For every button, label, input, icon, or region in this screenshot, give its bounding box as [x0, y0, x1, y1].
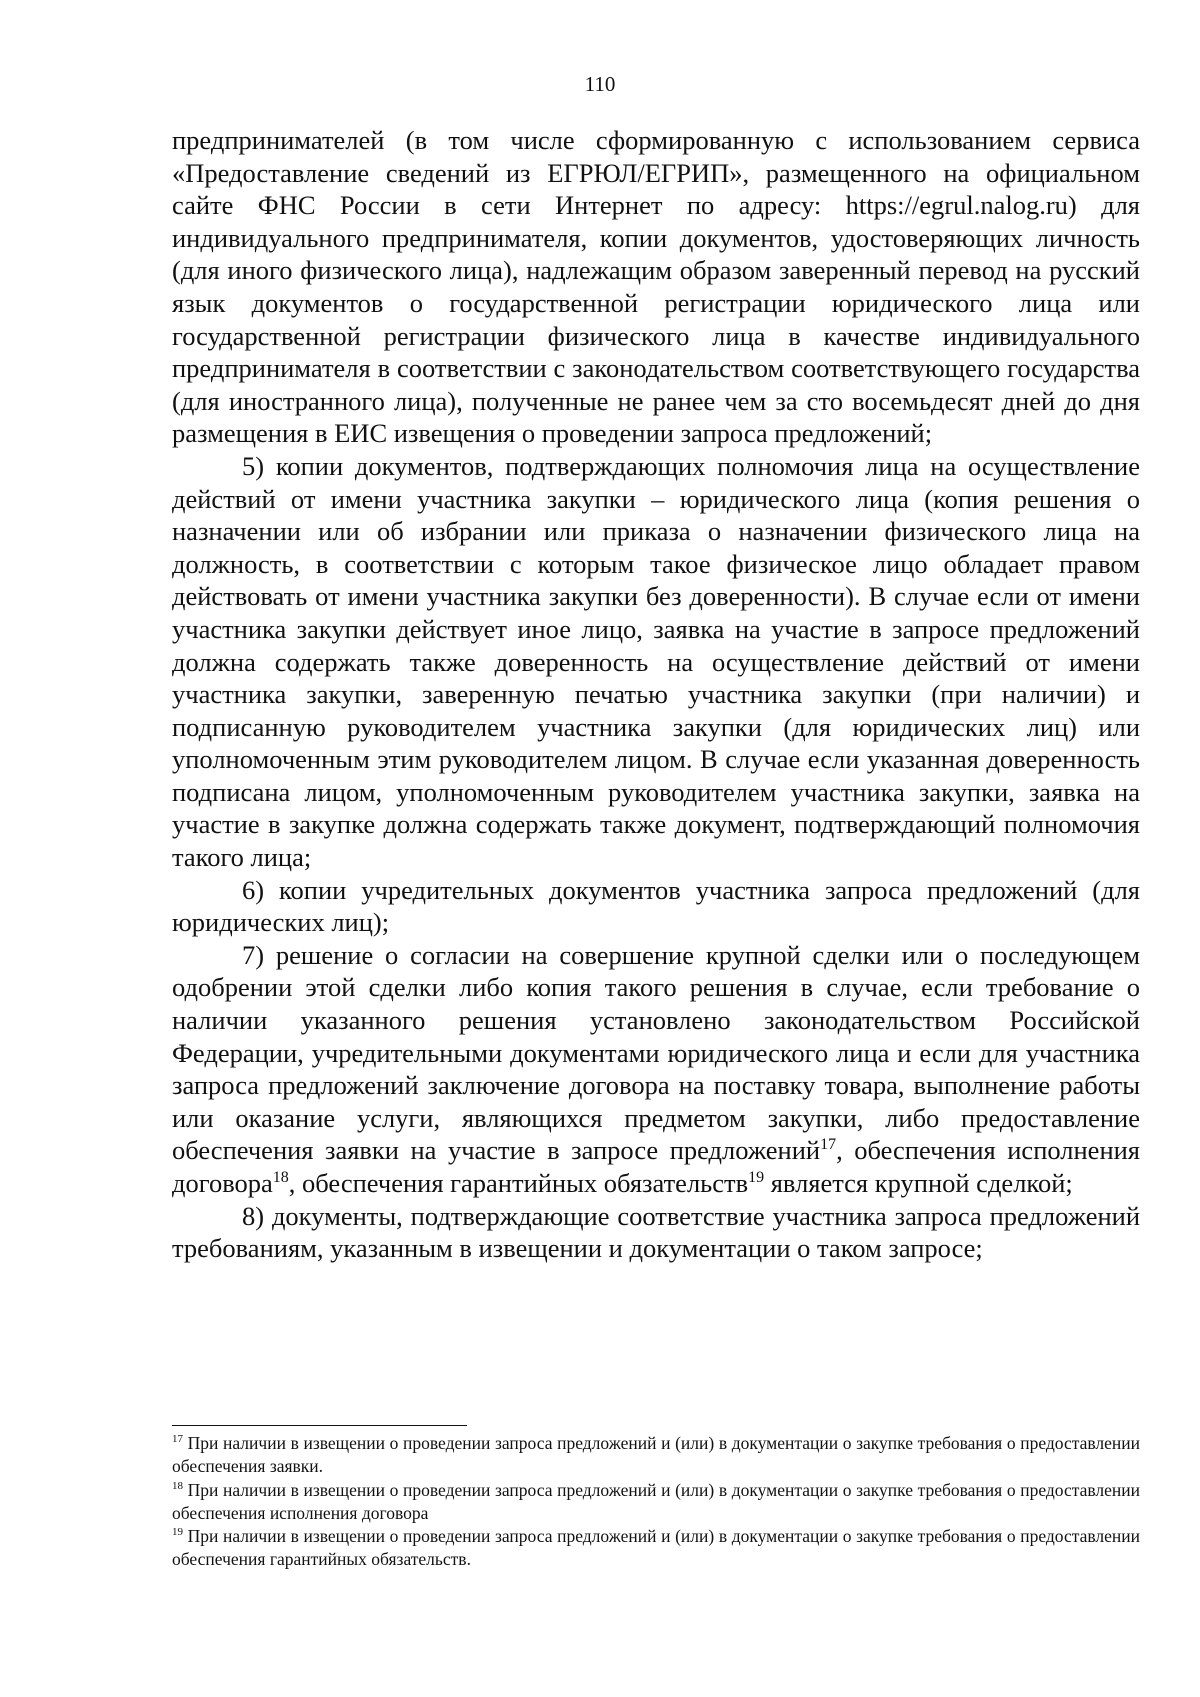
page-number: 110	[584, 72, 616, 96]
footnote-reference: 18	[272, 1169, 289, 1187]
paragraph	[172, 1200, 1140, 1265]
paragraph-text: 6) копии учредительных документов участника запроса предложений (для юридических лиц);	[172, 874, 1140, 938]
footnote-reference: 17	[820, 1136, 837, 1154]
body-text	[172, 124, 1140, 1265]
footnote-text: При наличии в извещении о проведении запроса предложений и (или) в документации о закупке требования о предоставлении обеспечения гарантийных обязательств.	[172, 1526, 1140, 1570]
paragraph-text: 5) копии документов, подтверждающих полномочия лица на осуществление действий от имени участника закупки – юридического лица (копия решения о назначении или об избрании или приказа о назначении физического лица на должность, в соответствии с которым такое физическое лицо обладает правом действовать от имени участника закупки без доверенности). В случае если от имени участника закупки действует иное лицо, заявка на участие в запросе предложений должна содержать также доверенность на осуществление действий от имени участника закупки, заверенную печатью участника закупки (при наличии) и подписанную руководителем участника закупки (для юридических лиц) или уполномоченным этим руководителем лицом. В случае если указанная доверенность подписана лицом, уполномоченным руководителем участника закупки, заявка на участие в закупке должна содержать также документ, подтверждающий полномочия такого лица;	[172, 450, 1140, 873]
paragraph-text: , обеспечения исполнения договора	[172, 1135, 1140, 1198]
footnote-text: При наличии в извещении о проведении запроса предложений и (или) в документации о закупке требования о предоставлении обеспечения заявки.	[172, 1433, 1140, 1477]
footnote	[172, 1432, 1140, 1479]
footnote-separator	[172, 1425, 467, 1426]
footnote-number: 18	[172, 1479, 183, 1492]
paragraph	[172, 124, 1140, 450]
paragraph-text: , обеспечения гарантийных обязательств	[288, 1168, 749, 1198]
footnote-number: 17	[172, 1433, 183, 1446]
paragraph	[172, 450, 1140, 874]
paragraph-text: 7) решение о согласии на совершение крупной сделки или о последующем одобрении этой сделки либо копия такого решения в случае, если требование о наличии указанного решения установлено законодательством Российской Федерации, учредительными документами юридического лица и если для участника запроса предложений заключение договора на поставку товара, выполнение работы или оказание услуги, являющихся предметом закупки, либо предоставление обеспечения заявки на участие в запросе предложений	[172, 939, 1140, 1166]
paragraph-text: предпринимателей (в том числе сформированную с использованием сервиса «Предоставление сведений из ЕГРЮЛ/ЕГРИП», размещенного на официальном сайте ФНС России в сети Интернет по адресу: https://egrul.nalog.ru) для индивидуального предпринимателя, копии документов, удостоверяющих личность (для иного физического лица), надлежащим образом заверенный перевод на русский язык документов о государственной регистрации юридического лица или государственной регистрации физического лица в качестве индивидуального предпринимателя в соответствии с законодательством соответствующего государства (для иностранного лица), полученные не ранее чем за сто восемьдесят дней до дня размещения в ЕИС извещения о проведении запроса предложений;	[172, 125, 1140, 449]
paragraph	[172, 874, 1140, 939]
footnotes	[172, 1432, 1140, 1572]
footnote-number: 19	[172, 1526, 183, 1539]
paragraph	[172, 939, 1140, 1200]
footnote-reference: 19	[748, 1169, 765, 1187]
footnote-text: При наличии в извещении о проведении запроса предложений и (или) в документации о закупке требования о предоставлении обеспечения исполнения договора	[172, 1479, 1140, 1523]
footnote	[172, 1479, 1140, 1526]
footnote	[172, 1525, 1140, 1572]
paragraph-text: является крупной сделкой;	[764, 1168, 1073, 1198]
paragraph-text: 8) документы, подтверждающие соответствие участника запроса предложений требованиям, указанным в извещении и документации о таком запросе;	[172, 1200, 1140, 1264]
